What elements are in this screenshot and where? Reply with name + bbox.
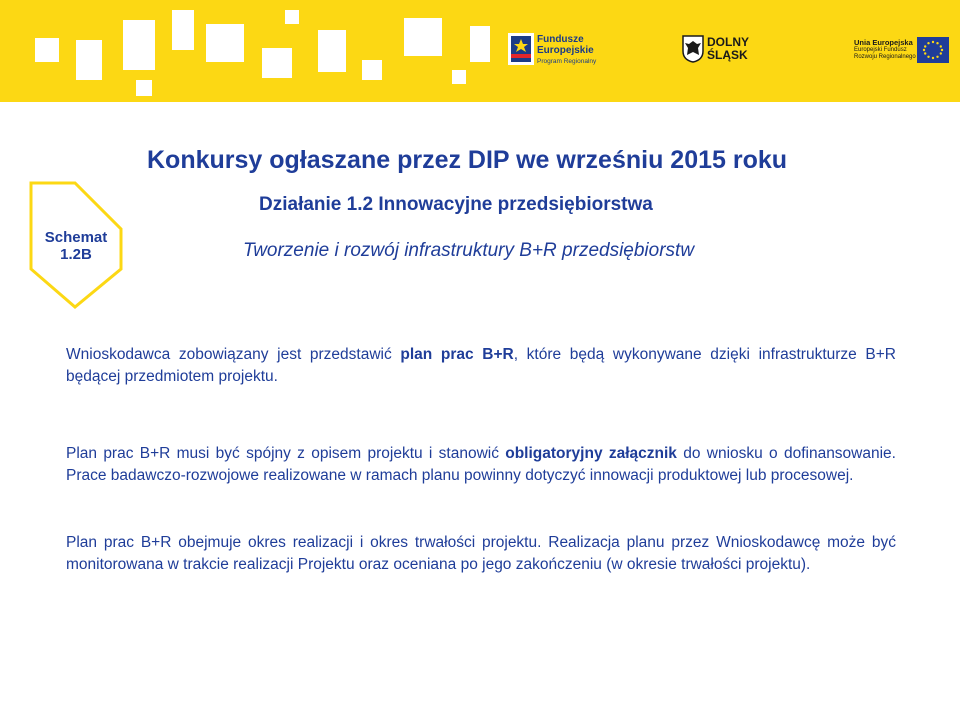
header-banner [0, 0, 960, 102]
schema-badge-line1: Schemat [44, 229, 108, 246]
paragraph-2-bold: obligatoryjny załącznik [505, 445, 677, 462]
paragraph-1 [66, 344, 896, 388]
page-subtitle: Działanie 1.2 Innowacyjne przedsiębiorstwa [259, 194, 653, 215]
region-logo-text [707, 36, 749, 62]
eu-logo-line1: Unia Europejska [854, 38, 913, 47]
decor-square [35, 38, 59, 62]
page-title: Konkursy ogłaszane przez DIP we wrześniu 2015 roku [147, 146, 788, 174]
eagle-crest-icon [682, 35, 704, 63]
decor-square [76, 40, 102, 80]
decor-square [262, 48, 292, 78]
paragraph-2 [66, 443, 896, 487]
funds-logo-line3: Program Regionalny [537, 58, 597, 65]
funds-logo-text [537, 34, 596, 67]
paragraph-3-text: Plan prac B+R obejmuje okres realizacji i okres trwałości projektu. Realizacja planu przez Wnioskodawcę może być monitorowana w trakcie realizacji Projektu oraz oceniana po jego zakończeniu (w okresie trwałości projektu). [66, 534, 896, 573]
fundusze-europejskie-icon [508, 33, 534, 65]
paragraph-1-bold: plan prac B+R [400, 346, 514, 363]
decor-square [172, 10, 194, 50]
decor-square [318, 30, 346, 72]
decor-square [470, 26, 490, 62]
eu-logo-text [854, 38, 916, 61]
schema-badge-label [29, 229, 123, 263]
decor-square [404, 18, 442, 56]
paragraph-2-text-c: do wniosku o dofinansowanie. Prace badawczo-rozwojowe realizowane w ramach planu powinny dotyczyć innowacji produktowej lub procesowej. [66, 445, 896, 484]
decor-square [285, 10, 299, 24]
funds-logo-line2: Europejskie [537, 45, 594, 56]
decor-square [123, 20, 155, 70]
schema-badge-line2: 1.2B [60, 246, 92, 263]
eu-flag-icon [917, 37, 949, 63]
decor-square [206, 24, 244, 62]
paragraph-1-text-c: , które będą wykonywane dzięki infrastrukturze B+R będącej przedmiotem projektu. [66, 346, 897, 385]
funds-logo-line1: Fundusze [537, 34, 584, 45]
decor-square [136, 80, 152, 96]
section-title: Tworzenie i rozwój infrastruktury B+R przedsiębiorstw [243, 240, 695, 261]
region-logo-line2: ŚLĄSK [707, 48, 748, 62]
eu-logo-line2: Europejski Fundusz [854, 47, 907, 53]
eu-logo-line3: Rozwoju Regionalnego [854, 54, 916, 60]
paragraph-2-text-a: Plan prac B+R musi być spójny z opisem projektu i stanowić [66, 445, 506, 462]
paragraph-3 [66, 532, 896, 576]
region-logo-line1: DOLNY [707, 35, 749, 49]
decor-square [362, 60, 382, 80]
paragraph-1-text-a: Wnioskodawca zobowiązany jest przedstawić [66, 346, 401, 363]
decor-square [452, 70, 466, 84]
